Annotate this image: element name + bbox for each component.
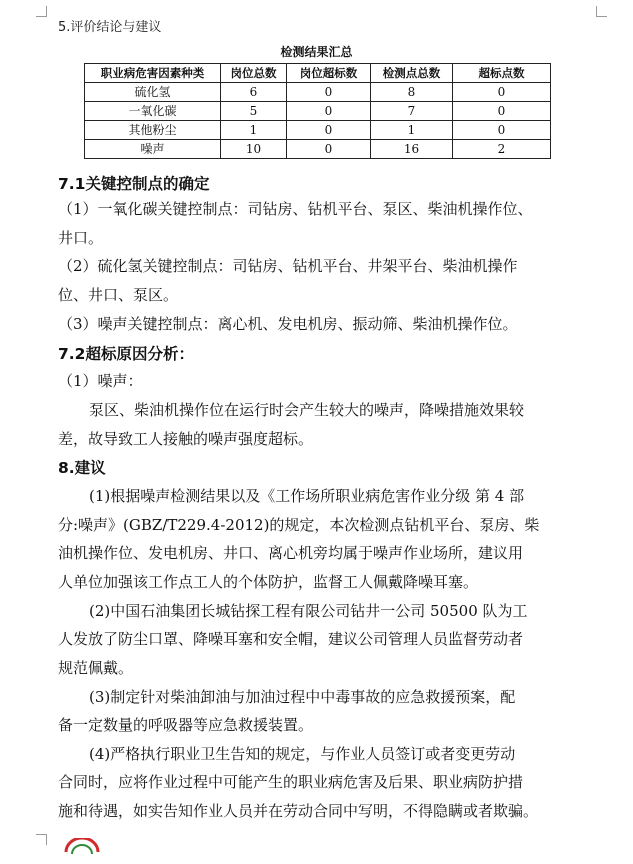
paragraph-line: 施和待遇，如实告知作业人员并在劳动合同中写明，不得隐瞒或者欺骗。: [58, 802, 539, 820]
page-corner-mark-top-right: [596, 6, 607, 17]
paragraph-line: (2)中国石油集团长城钻探工程有限公司钻井一公司 50500 队为工: [89, 602, 528, 620]
table-cell: 16: [371, 140, 453, 159]
table-cell: 5: [221, 102, 287, 121]
table-header-cell: 职业病危害因素种类: [85, 64, 221, 83]
results-table: [84, 63, 551, 159]
paragraph-line: 人单位加强该工作点工人的个体防护，监督工人佩戴降噪耳塞。: [58, 573, 479, 591]
paragraph-line: (3)制定针对柴油卸油与加油过程中中毒事故的应急救援预案，配: [89, 688, 516, 706]
paragraph-line: 油机操作位、发电机房、井口、离心机旁均属于噪声作业场所，建议用: [58, 544, 524, 562]
paragraph-line: (1)根据噪声检测结果以及《工作场所职业病危害作业分级 第 4 部: [89, 487, 525, 505]
table-cell: 0: [453, 121, 551, 140]
paragraph-line: 合同时，应将作业过程中可能产生的职业病危害及后果、职业病防护措: [58, 773, 524, 791]
table-cell: 2: [453, 140, 551, 159]
table-cell: 1: [371, 121, 453, 140]
paragraph-line: （1）噪声：: [58, 372, 143, 390]
table-cell: 10: [221, 140, 287, 159]
table-cell: 6: [221, 83, 287, 102]
paragraph-line: 位、井口、泵区。: [58, 286, 179, 304]
page-corner-mark-bottom-left: [36, 834, 47, 845]
paragraph-line: 差，故导致工人接触的噪声强度超标。: [58, 430, 314, 448]
table-header-cell: 岗位超标数: [287, 64, 371, 83]
heading-7-1: 7.1关键控制点的确定: [58, 175, 210, 193]
table-row: [85, 83, 551, 102]
paragraph-line: 备一定数量的呼吸器等应急救援装置。: [58, 716, 314, 734]
paragraph-line: 规范佩戴。: [58, 659, 134, 677]
page-corner-mark-top-left: [36, 6, 47, 17]
paragraph-line: 人发放了防尘口罩、降噪耳塞和安全帽，建议公司管理人员监督劳动者: [58, 630, 524, 648]
table-row: [85, 121, 551, 140]
section-label: 5.评价结论与建议: [58, 20, 162, 35]
heading-8: 8.建议: [58, 459, 106, 477]
table-header-row: [85, 64, 551, 83]
table-cell: 其他粉尘: [85, 121, 221, 140]
table-cell: 7: [371, 102, 453, 121]
paragraph-line: （2）硫化氢关键控制点：司钻房、钻机平台、井架平台、柴油机操作: [58, 257, 518, 275]
heading-7-2: 7.2超标原因分析：: [58, 345, 194, 363]
table-cell: 0: [287, 83, 371, 102]
paragraph-line: （3）噪声关键控制点：离心机、发电机房、振动筛、柴油机操作位。: [58, 315, 518, 333]
table-cell: 0: [453, 102, 551, 121]
table-cell: 硫化氢: [85, 83, 221, 102]
table-cell: 噪声: [85, 140, 221, 159]
company-logo-icon: [62, 838, 102, 864]
table-cell: 0: [453, 83, 551, 102]
table-title: 检测结果汇总: [280, 45, 353, 59]
table-cell: 1: [221, 121, 287, 140]
paragraph-line: 泵区、柴油机操作位在运行时会产生较大的噪声，降噪措施效果较: [89, 401, 525, 419]
table-cell: 0: [287, 140, 371, 159]
table-header-cell: 岗位总数: [221, 64, 287, 83]
table-cell: 0: [287, 102, 371, 121]
paragraph-line: 分:噪声》(GBZ/T229.4-2012)的规定，本次检测点钻机平台、泵房、柴: [58, 516, 540, 534]
table-row: [85, 140, 551, 159]
table-header-cell: 检测点总数: [371, 64, 453, 83]
table-header-cell: 超标点数: [453, 64, 551, 83]
paragraph-line: (4)严格执行职业卫生告知的规定，与作业人员签订或者变更劳动: [89, 745, 516, 763]
paragraph-line: 井口。: [58, 229, 104, 247]
table-cell: 0: [287, 121, 371, 140]
table-row: [85, 102, 551, 121]
table-cell: 8: [371, 83, 453, 102]
table-cell: 一氧化碳: [85, 102, 221, 121]
paragraph-line: （1）一氧化碳关键控制点：司钻房、钻机平台、泵区、柴油机操作位、: [58, 200, 533, 218]
